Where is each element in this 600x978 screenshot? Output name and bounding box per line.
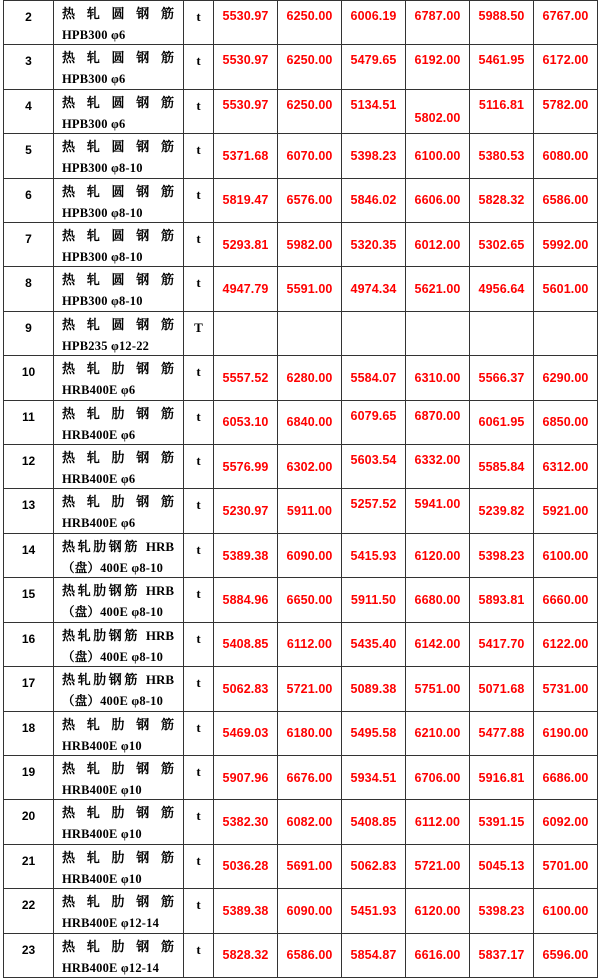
price-cell: 6172.00	[534, 45, 598, 89]
row-number-cell: 19	[4, 755, 54, 799]
table-row	[4, 445, 598, 489]
row-number-cell: 3	[4, 45, 54, 89]
price-cell: 5603.54	[342, 445, 406, 489]
item-name-cell	[54, 311, 184, 355]
price-cell: 5854.87	[342, 933, 406, 977]
item-name-line2: HRB400E φ6	[62, 427, 136, 442]
price-cell: 6079.65	[342, 400, 406, 444]
price-cell: 6676.00	[278, 755, 342, 799]
row-number-cell: 8	[4, 267, 54, 311]
price-cell: 5911.50	[342, 578, 406, 622]
row-number-cell: 17	[4, 667, 54, 711]
price-cell: 6112.00	[406, 800, 470, 844]
price-cell: 6250.00	[278, 45, 342, 89]
item-name-line2: HRB400E φ10	[62, 738, 142, 753]
price-cell: 5921.00	[534, 489, 598, 533]
unit-cell: t	[184, 800, 214, 844]
price-cell: 5819.47	[214, 178, 278, 222]
price-cell: 6112.00	[278, 622, 342, 666]
item-name-line2: HRB400E φ12-14	[62, 960, 160, 975]
price-cell: 5089.38	[342, 667, 406, 711]
price-cell: 5884.96	[214, 578, 278, 622]
price-cell: 6122.00	[534, 622, 598, 666]
price-cell: 5992.00	[534, 223, 598, 267]
table-row	[4, 667, 598, 711]
table-row	[4, 622, 598, 666]
table-row	[4, 1, 598, 45]
item-name-line2: HPB235 φ12-22	[62, 338, 150, 353]
item-name-line2: （盘）400E φ8-10	[62, 560, 164, 575]
price-cell: 5415.93	[342, 533, 406, 577]
item-name-line2: HRB400E φ12-14	[62, 916, 160, 931]
item-name-line2: HPB300 φ8-10	[62, 250, 143, 265]
price-cell	[278, 311, 342, 355]
item-name-line2: （盘）400E φ8-10	[62, 605, 164, 620]
price-cell: 6250.00	[278, 89, 342, 133]
item-name-cell	[54, 667, 184, 711]
price-cell: 5469.03	[214, 711, 278, 755]
item-name-line2: （盘）400E φ8-10	[62, 694, 164, 709]
row-number-cell: 20	[4, 800, 54, 844]
unit-cell: t	[184, 711, 214, 755]
unit-cell: t	[184, 622, 214, 666]
price-cell: 5585.84	[470, 445, 534, 489]
item-name-line1: 热轧肋钢筋	[62, 716, 174, 732]
item-name-cell	[54, 844, 184, 888]
table-row	[4, 45, 598, 89]
item-name-line2: HPB300 φ8-10	[62, 161, 143, 176]
price-cell: 6250.00	[278, 1, 342, 45]
price-cell	[214, 311, 278, 355]
price-cell: 5461.95	[470, 45, 534, 89]
row-number-cell: 21	[4, 844, 54, 888]
price-cell: 5721.00	[406, 844, 470, 888]
item-name-line2: HRB400E φ6	[62, 472, 136, 487]
price-cell: 5601.00	[534, 267, 598, 311]
row-number-cell: 23	[4, 933, 54, 977]
price-cell: 5389.38	[214, 889, 278, 933]
item-name-line1: 热轧肋钢筋	[62, 361, 174, 377]
price-cell: 5389.38	[214, 533, 278, 577]
price-cell: 5391.15	[470, 800, 534, 844]
price-cell: 6870.00	[406, 400, 470, 444]
table-row	[4, 89, 598, 133]
price-cell: 6082.00	[278, 800, 342, 844]
price-cell: 5451.93	[342, 889, 406, 933]
table-row	[4, 134, 598, 178]
price-cell: 6100.00	[534, 533, 598, 577]
price-cell: 5371.68	[214, 134, 278, 178]
table-row	[4, 578, 598, 622]
item-name-line1: 热轧圆钢筋	[62, 139, 174, 155]
row-number-cell: 11	[4, 400, 54, 444]
table-row	[4, 800, 598, 844]
item-name-cell	[54, 223, 184, 267]
item-name-cell	[54, 267, 184, 311]
unit-cell: t	[184, 134, 214, 178]
price-cell: 6767.00	[534, 1, 598, 45]
price-cell: 5911.00	[278, 489, 342, 533]
row-number-cell: 15	[4, 578, 54, 622]
price-cell: 5731.00	[534, 667, 598, 711]
price-cell: 5988.50	[470, 1, 534, 45]
price-cell: 5320.35	[342, 223, 406, 267]
table-row	[4, 755, 598, 799]
item-name-line2: HPB300 φ8-10	[62, 205, 143, 220]
item-name-line1: 热轧肋钢筋	[62, 849, 174, 865]
price-cell: 5408.85	[214, 622, 278, 666]
table-row	[4, 711, 598, 755]
price-cell: 5062.83	[214, 667, 278, 711]
item-name-line2: HRB400E φ6	[62, 383, 136, 398]
item-name-cell	[54, 400, 184, 444]
steel-price-table	[3, 0, 598, 978]
price-cell: 6680.00	[406, 578, 470, 622]
price-cell: 6012.00	[406, 223, 470, 267]
price-cell: 5941.00	[406, 489, 470, 533]
price-cell: 6192.00	[406, 45, 470, 89]
row-number-cell: 5	[4, 134, 54, 178]
price-cell: 5398.23	[470, 533, 534, 577]
price-table-body	[4, 1, 598, 978]
price-cell: 6332.00	[406, 445, 470, 489]
item-name-line1: 热轧肋钢筋	[62, 805, 174, 821]
price-cell: 6090.00	[278, 889, 342, 933]
unit-cell: t	[184, 578, 214, 622]
row-number-cell: 4	[4, 89, 54, 133]
price-cell: 5116.81	[470, 89, 534, 133]
price-cell: 5701.00	[534, 844, 598, 888]
row-number-cell: 7	[4, 223, 54, 267]
price-cell: 6210.00	[406, 711, 470, 755]
price-cell: 5417.70	[470, 622, 534, 666]
price-cell	[342, 311, 406, 355]
row-number-cell: 6	[4, 178, 54, 222]
price-cell: 6280.00	[278, 356, 342, 400]
price-cell: 6120.00	[406, 889, 470, 933]
table-row	[4, 889, 598, 933]
price-cell: 6100.00	[534, 889, 598, 933]
row-number-cell: 10	[4, 356, 54, 400]
price-cell: 5557.52	[214, 356, 278, 400]
item-name-line1: 热轧肋钢筋	[62, 760, 174, 776]
price-cell: 5576.99	[214, 445, 278, 489]
item-name-line1: 热轧肋钢筋	[62, 938, 174, 954]
price-cell: 6596.00	[534, 933, 598, 977]
price-cell: 6840.00	[278, 400, 342, 444]
price-cell: 6686.00	[534, 755, 598, 799]
price-cell: 6006.19	[342, 1, 406, 45]
price-cell: 5398.23	[342, 134, 406, 178]
price-cell: 6080.00	[534, 134, 598, 178]
price-cell: 6616.00	[406, 933, 470, 977]
item-name-line1: 热轧肋钢筋	[62, 450, 174, 466]
item-name-cell	[54, 1, 184, 45]
item-name-line2: HRB400E φ10	[62, 871, 142, 886]
price-cell: 5071.68	[470, 667, 534, 711]
item-name-cell	[54, 755, 184, 799]
price-cell: 5837.17	[470, 933, 534, 977]
price-cell: 6100.00	[406, 134, 470, 178]
unit-cell: t	[184, 1, 214, 45]
unit-cell: t	[184, 45, 214, 89]
item-name-cell	[54, 45, 184, 89]
table-row	[4, 933, 598, 977]
item-name-line1: 热轧肋钢筋 HRB	[62, 538, 174, 554]
item-name-cell	[54, 445, 184, 489]
price-cell: 5479.65	[342, 45, 406, 89]
price-cell: 5230.97	[214, 489, 278, 533]
row-number-cell: 9	[4, 311, 54, 355]
price-cell	[406, 311, 470, 355]
price-cell: 5691.00	[278, 844, 342, 888]
price-cell: 6576.00	[278, 178, 342, 222]
item-name-cell	[54, 800, 184, 844]
price-cell: 5257.52	[342, 489, 406, 533]
price-cell: 5477.88	[470, 711, 534, 755]
price-cell: 5382.30	[214, 800, 278, 844]
unit-cell: t	[184, 489, 214, 533]
table-row	[4, 400, 598, 444]
price-cell: 5721.00	[278, 667, 342, 711]
price-cell: 6312.00	[534, 445, 598, 489]
unit-cell: t	[184, 445, 214, 489]
table-row	[4, 223, 598, 267]
unit-cell: t	[184, 755, 214, 799]
price-cell: 6090.00	[278, 533, 342, 577]
item-name-line2: HPB300 φ6	[62, 116, 126, 131]
price-cell: 6061.95	[470, 400, 534, 444]
price-cell: 5584.07	[342, 356, 406, 400]
price-cell: 5062.83	[342, 844, 406, 888]
item-name-line1: 热轧圆钢筋	[62, 272, 174, 288]
row-number-cell: 13	[4, 489, 54, 533]
price-cell: 5621.00	[406, 267, 470, 311]
item-name-line1: 热轧圆钢筋	[62, 50, 174, 66]
price-cell: 6606.00	[406, 178, 470, 222]
price-cell: 5036.28	[214, 844, 278, 888]
unit-cell: t	[184, 933, 214, 977]
price-cell: 6310.00	[406, 356, 470, 400]
row-number-cell: 12	[4, 445, 54, 489]
price-cell: 5566.37	[470, 356, 534, 400]
unit-cell: t	[184, 533, 214, 577]
price-cell: 6787.00	[406, 1, 470, 45]
unit-cell: t	[184, 267, 214, 311]
price-cell: 5751.00	[406, 667, 470, 711]
price-cell: 5398.23	[470, 889, 534, 933]
price-cell: 5239.82	[470, 489, 534, 533]
item-name-cell	[54, 89, 184, 133]
price-cell: 6586.00	[278, 933, 342, 977]
item-name-line1: 热轧肋钢筋	[62, 894, 174, 910]
price-cell: 5530.97	[214, 1, 278, 45]
price-cell: 6660.00	[534, 578, 598, 622]
item-name-line2: HPB300 φ6	[62, 28, 126, 42]
price-cell: 6586.00	[534, 178, 598, 222]
item-name-line1: 热轧圆钢筋	[62, 6, 174, 21]
price-cell: 6120.00	[406, 533, 470, 577]
row-number-cell: 22	[4, 889, 54, 933]
item-name-cell	[54, 489, 184, 533]
price-cell: 5134.51	[342, 89, 406, 133]
unit-cell: t	[184, 178, 214, 222]
item-name-line1: 热轧肋钢筋 HRB	[62, 672, 174, 688]
price-cell: 5782.00	[534, 89, 598, 133]
item-name-cell	[54, 622, 184, 666]
item-name-line1: 热轧圆钢筋	[62, 228, 174, 244]
table-row	[4, 533, 598, 577]
price-cell: 5435.40	[342, 622, 406, 666]
row-number-cell: 2	[4, 1, 54, 45]
row-number-cell: 18	[4, 711, 54, 755]
row-number-cell: 16	[4, 622, 54, 666]
price-cell: 4974.34	[342, 267, 406, 311]
price-cell: 5982.00	[278, 223, 342, 267]
price-cell: 6850.00	[534, 400, 598, 444]
unit-cell: t	[184, 844, 214, 888]
price-cell: 5916.81	[470, 755, 534, 799]
price-cell: 5408.85	[342, 800, 406, 844]
price-cell: 6650.00	[278, 578, 342, 622]
item-name-cell	[54, 178, 184, 222]
unit-cell: t	[184, 223, 214, 267]
price-cell: 4956.64	[470, 267, 534, 311]
price-cell: 5828.32	[470, 178, 534, 222]
price-cell: 5530.97	[214, 45, 278, 89]
item-name-line1: 热轧圆钢筋	[62, 94, 174, 110]
row-number-cell: 14	[4, 533, 54, 577]
price-cell: 5380.53	[470, 134, 534, 178]
price-cell: 5828.32	[214, 933, 278, 977]
item-name-line2: HPB300 φ8-10	[62, 294, 143, 309]
item-name-line2: HPB300 φ6	[62, 72, 126, 87]
item-name-cell	[54, 711, 184, 755]
price-cell: 6290.00	[534, 356, 598, 400]
table-row	[4, 356, 598, 400]
price-cell: 5846.02	[342, 178, 406, 222]
price-cell: 6070.00	[278, 134, 342, 178]
unit-cell: t	[184, 889, 214, 933]
price-cell: 6302.00	[278, 445, 342, 489]
unit-cell: T	[184, 311, 214, 355]
table-row	[4, 178, 598, 222]
item-name-line1: 热轧肋钢筋 HRB	[62, 583, 174, 599]
unit-cell: t	[184, 400, 214, 444]
item-name-line2: HRB400E φ6	[62, 516, 136, 531]
item-name-cell	[54, 134, 184, 178]
table-row	[4, 489, 598, 533]
item-name-line1: 热轧肋钢筋	[62, 494, 174, 510]
item-name-cell	[54, 578, 184, 622]
price-cell: 5802.00	[406, 89, 470, 133]
item-name-line2: （盘）400E φ8-10	[62, 649, 164, 664]
price-cell: 5893.81	[470, 578, 534, 622]
price-cell: 5045.13	[470, 844, 534, 888]
item-name-line2: HRB400E φ10	[62, 827, 142, 842]
price-cell: 5495.58	[342, 711, 406, 755]
table-row	[4, 267, 598, 311]
item-name-line1: 热轧肋钢筋	[62, 405, 174, 421]
unit-cell: t	[184, 89, 214, 133]
unit-cell: t	[184, 356, 214, 400]
price-cell: 5530.97	[214, 89, 278, 133]
price-cell: 5293.81	[214, 223, 278, 267]
price-cell: 6706.00	[406, 755, 470, 799]
price-cell: 5907.96	[214, 755, 278, 799]
price-cell: 6092.00	[534, 800, 598, 844]
item-name-cell	[54, 533, 184, 577]
price-cell: 5302.65	[470, 223, 534, 267]
item-name-cell	[54, 889, 184, 933]
price-cell: 6142.00	[406, 622, 470, 666]
price-cell	[470, 311, 534, 355]
price-cell: 6190.00	[534, 711, 598, 755]
price-cell: 5934.51	[342, 755, 406, 799]
item-name-line2: HRB400E φ10	[62, 782, 142, 797]
item-name-cell	[54, 933, 184, 977]
price-cell: 6180.00	[278, 711, 342, 755]
price-cell: 5591.00	[278, 267, 342, 311]
price-cell	[534, 311, 598, 355]
item-name-line1: 热轧肋钢筋 HRB	[62, 627, 174, 643]
unit-cell: t	[184, 667, 214, 711]
item-name-cell	[54, 356, 184, 400]
table-row	[4, 311, 598, 355]
price-cell: 6053.10	[214, 400, 278, 444]
item-name-line1: 热轧圆钢筋	[62, 316, 174, 332]
table-row	[4, 844, 598, 888]
item-name-line1: 热轧圆钢筋	[62, 183, 174, 199]
price-cell: 4947.79	[214, 267, 278, 311]
